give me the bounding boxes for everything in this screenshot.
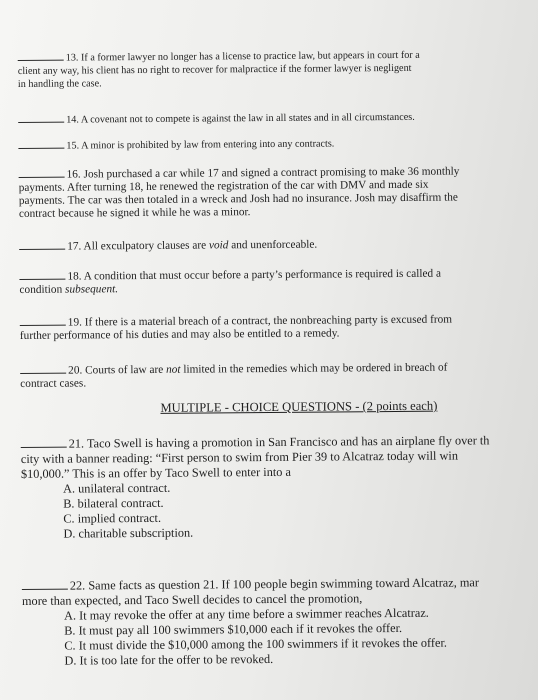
question-20-line-2: contract cases. bbox=[20, 377, 87, 390]
question-16-number: 16. bbox=[66, 168, 81, 181]
answer-blank-15[interactable] bbox=[18, 148, 64, 149]
question-15 bbox=[18, 137, 334, 152]
question-22-option-b: B. It must pay all 100 swimmers $10,000 each if it revokes the offer. bbox=[64, 620, 403, 638]
question-14-text: A covenant not to compete is against the law in all states and in all circumstances. bbox=[80, 111, 415, 126]
question-19-line-1: If there is a material breach of a contract, the nonbreaching party is excused from bbox=[84, 313, 453, 329]
question-19 bbox=[20, 314, 452, 343]
answer-blank-21[interactable] bbox=[21, 447, 67, 448]
section-heading: MULTIPLE - CHOICE QUESTIONS - (2 points each) bbox=[160, 398, 438, 415]
question-21 bbox=[21, 433, 490, 542]
answer-blank-13[interactable] bbox=[18, 60, 64, 61]
question-21-option-b: B. bilateral contract. bbox=[63, 495, 164, 511]
question-18-number: 18. bbox=[67, 270, 82, 283]
answer-blank-14[interactable] bbox=[18, 122, 64, 123]
question-21-line-2: city with a banner reading: “First person to swim from Pier 39 to Alcatraz today will win bbox=[20, 448, 459, 466]
question-19-line-2: further performance of his duties and may also be entitled to a remedy. bbox=[19, 327, 340, 342]
question-13-number: 13. bbox=[65, 52, 79, 64]
question-13-line-3: in handling the case. bbox=[17, 78, 102, 90]
question-20-text-before: Courts of law are bbox=[85, 363, 167, 377]
question-13 bbox=[18, 49, 420, 91]
question-21-number: 21. bbox=[68, 436, 85, 451]
question-19-number: 19. bbox=[67, 316, 82, 329]
answer-blank-19[interactable] bbox=[20, 325, 66, 326]
question-16-line-1: Josh purchased a car while 17 and signed a contract promising to make 36 monthly bbox=[83, 165, 460, 181]
answer-blank-16[interactable] bbox=[19, 177, 65, 178]
question-17-emphasis: void bbox=[208, 239, 229, 252]
question-14 bbox=[18, 111, 415, 127]
question-17-text-before: All exculpatory clauses are bbox=[83, 239, 210, 253]
question-22-option-d: D. It is too late for the offer to be revoked. bbox=[64, 651, 274, 668]
question-21-option-a: A. unilateral contract. bbox=[63, 480, 171, 496]
question-16-line-4: contract because he signed it while he was a minor. bbox=[18, 206, 251, 220]
question-22-line-2: more than expected, and Taco Swell decides to cancel the promotion, bbox=[21, 591, 363, 608]
question-22-number: 22. bbox=[69, 578, 86, 593]
question-16-line-3: payments. The car was then totaled in a wreck and Josh had no insurance. Josh may disaffirm the bbox=[18, 191, 458, 207]
question-18-emphasis: subsequent. bbox=[64, 283, 119, 296]
question-22 bbox=[22, 575, 480, 669]
answer-blank-18[interactable] bbox=[19, 279, 65, 280]
question-20-emphasis: not bbox=[165, 363, 181, 376]
question-13-line-1: If a former lawyer no longer has a license to practice law, but appears in court for a bbox=[80, 49, 420, 64]
question-22-option-a: A. It may revoke the offer at any time before a swimmer reaches Alcatraz. bbox=[64, 605, 429, 623]
answer-blank-20[interactable] bbox=[20, 373, 66, 374]
question-18-line-1: A condition that must occur before a party’s performance is required is called a bbox=[83, 267, 442, 283]
question-15-number: 15. bbox=[66, 140, 80, 152]
question-16 bbox=[19, 165, 460, 220]
question-22-option-c: C. It must divide the $10,000 among the 100 swimmers if it revokes the offer. bbox=[64, 635, 447, 653]
answer-blank-22[interactable] bbox=[22, 589, 68, 590]
question-21-option-d: D. charitable subscription. bbox=[63, 525, 194, 541]
question-20 bbox=[20, 362, 447, 391]
question-16-line-2: payments. After turning 18, he renewed the registration of the car with DMV and made six bbox=[18, 178, 429, 194]
question-17-number: 17. bbox=[67, 240, 82, 253]
question-14-number: 14. bbox=[66, 114, 79, 126]
question-20-number: 20. bbox=[68, 364, 83, 377]
question-21-option-c: C. implied contract. bbox=[63, 510, 162, 526]
answer-blank-17[interactable] bbox=[19, 249, 65, 250]
question-15-text: A minor is prohibited by law from entering into any contracts. bbox=[81, 138, 335, 152]
question-21-line-1: Taco Swell is having a promotion in San Francisco and has an airplane fly over th bbox=[86, 433, 490, 451]
question-18 bbox=[19, 268, 441, 297]
question-21-line-3: $10,000.” This is an offer by Taco Swell to enter into a bbox=[20, 464, 291, 481]
question-22-line-1: Same facts as question 21. If 100 people begin swimming toward Alcatraz, mar bbox=[88, 575, 480, 593]
question-18-line-2: condition bbox=[19, 283, 66, 296]
question-17 bbox=[19, 239, 317, 254]
question-17-text-after: and unenforceable. bbox=[228, 238, 318, 252]
question-20-text-after: limited in the remedies which may be ordered in breach of bbox=[180, 361, 448, 376]
question-13-line-2: client any way, his client has no right to recover for malpractice if the former lawyer is negligent bbox=[17, 62, 412, 77]
